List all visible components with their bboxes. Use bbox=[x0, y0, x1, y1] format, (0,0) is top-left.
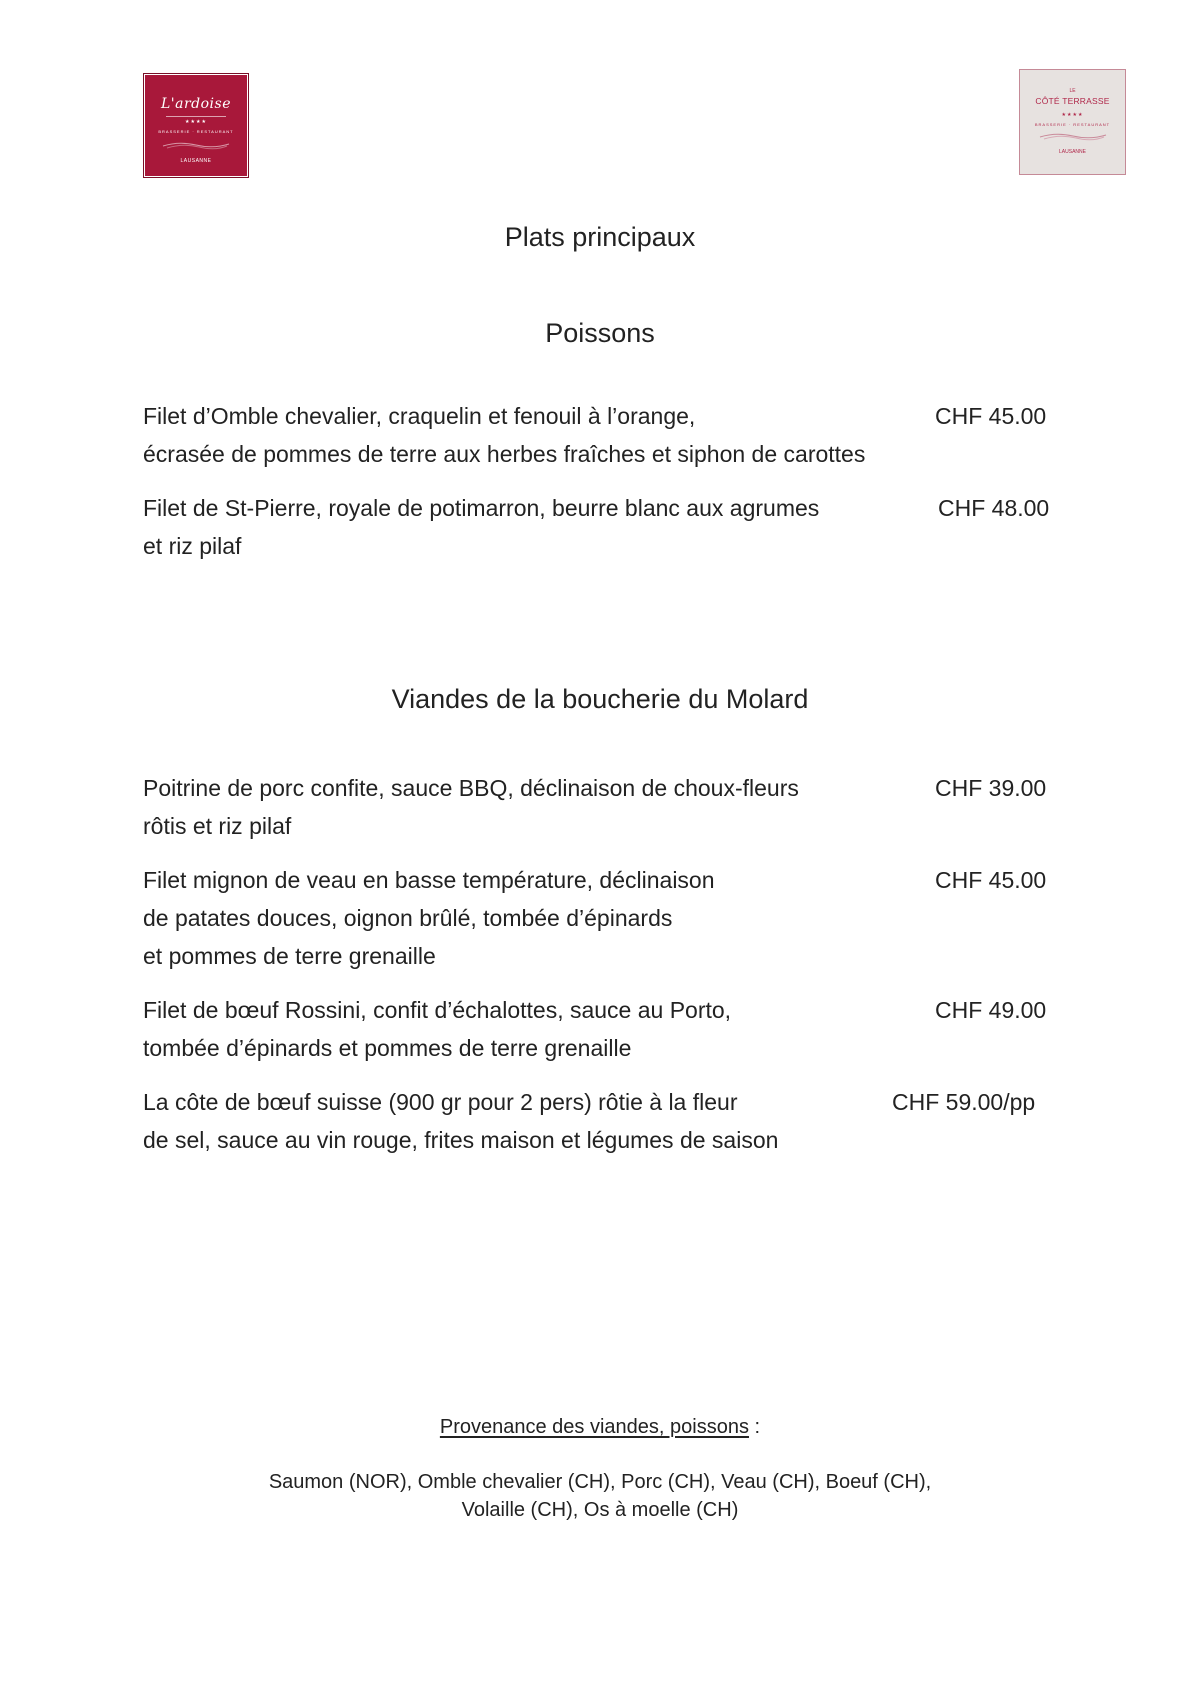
provenance-line: Volaille (CH), Os à moelle (CH) bbox=[461, 1499, 739, 1521]
section-heading-viandes: Viandes de la boucherie du Molard bbox=[391, 684, 809, 714]
menu-item-price: CHF 48.00 bbox=[938, 495, 1050, 521]
logo-subtitle: BRASSERIE · RESTAURANT bbox=[1034, 122, 1111, 127]
logo-lardoise-name: L'ardoise bbox=[160, 96, 232, 112]
menu-item-price: CHF 45.00 bbox=[935, 867, 1047, 893]
menu-item-description: Filet de St-Pierre, royale de potimarron, beurre blanc aux agrumes bbox=[143, 495, 820, 521]
menu-item-description: et riz pilaf bbox=[143, 533, 242, 559]
logo-lardoise bbox=[143, 73, 249, 178]
provenance-title bbox=[0, 1416, 1200, 1439]
menu-item bbox=[143, 489, 819, 565]
provenance-title-suffix: : bbox=[748, 1416, 761, 1438]
logo-stars: ★★★★ bbox=[1061, 112, 1084, 118]
logo-city: LAUSANNE bbox=[1059, 149, 1086, 155]
menu-item bbox=[143, 1083, 778, 1159]
provenance-title-text: Provenance des viandes, poissons bbox=[439, 1416, 749, 1438]
provenance-list bbox=[0, 1468, 1200, 1524]
menu-item-description: rôtis et riz pilaf bbox=[143, 813, 292, 839]
menu-item-price: CHF 59.00/pp bbox=[892, 1089, 1036, 1115]
menu-item-description: tombée d’épinards et pommes de terre grenaille bbox=[143, 1035, 632, 1061]
menu-item bbox=[143, 769, 799, 845]
menu-item-description: de patates douces, oignon brûlé, tombée d’épinards bbox=[143, 905, 673, 931]
menu-item-price: CHF 39.00 bbox=[935, 775, 1047, 801]
menu-item-price: CHF 49.00 bbox=[935, 997, 1047, 1023]
menu-item-description: Filet mignon de veau en basse température, déclinaison bbox=[143, 867, 715, 893]
menu-item bbox=[143, 397, 865, 473]
menu-item-description: Filet de bœuf Rossini, confit d’échalottes, sauce au Porto, bbox=[143, 997, 732, 1023]
logo-prefix: LE bbox=[1069, 88, 1076, 94]
menu-item-description: La côte de bœuf suisse (900 gr pour 2 pers) rôtie à la fleur bbox=[143, 1089, 738, 1115]
menu-item bbox=[143, 861, 715, 975]
logo-stars: ★★★★ bbox=[185, 119, 207, 125]
logo-city: LAUSANNE bbox=[180, 158, 212, 164]
logo-divider bbox=[166, 116, 226, 117]
menu-item-description: et pommes de terre grenaille bbox=[143, 943, 436, 969]
provenance-line: Saumon (NOR), Omble chevalier (CH), Porc (CH), Veau (CH), Boeuf (CH), bbox=[268, 1471, 932, 1493]
wave-decoration-icon bbox=[161, 140, 231, 150]
menu-item-price: CHF 45.00 bbox=[935, 403, 1047, 429]
logo-cote-terrasse-name: CÔTÉ TERRASSE bbox=[1035, 96, 1110, 106]
wave-decoration-icon bbox=[1038, 131, 1108, 141]
menu-item-description: Poitrine de porc confite, sauce BBQ, déclinaison de choux-fleurs bbox=[143, 775, 799, 801]
menu-item-description: de sel, sauce au vin rouge, frites maison et légumes de saison bbox=[143, 1127, 779, 1153]
menu-item bbox=[143, 991, 731, 1067]
section-heading-poissons: Poissons bbox=[545, 318, 655, 348]
logo-cote-terrasse bbox=[1019, 69, 1126, 175]
logo-subtitle: BRASSERIE · RESTAURANT bbox=[158, 129, 234, 134]
menu-item-description: Filet d’Omble chevalier, craquelin et fenouil à l’orange, bbox=[143, 403, 696, 429]
page-title: Plats principaux bbox=[504, 222, 696, 252]
menu-item-description: écrasée de pommes de terre aux herbes fraîches et siphon de carottes bbox=[143, 441, 866, 467]
